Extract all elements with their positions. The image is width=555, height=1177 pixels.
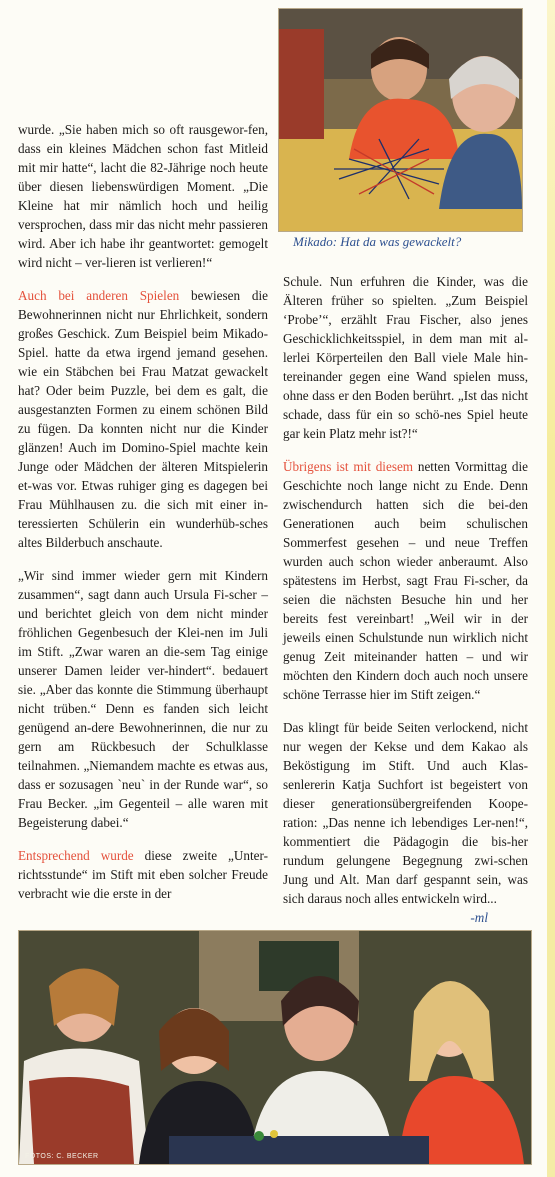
paragraph: Entsprechend wurde diese zweite „Unter-richtsstunde“ im Stift mit eben solcher Freude verbracht wie die erste in der: [18, 848, 268, 901]
photo-group-image: [19, 931, 531, 1164]
page-edge-tab: [547, 0, 555, 1177]
paragraph: Schule. Nun erfuhren die Kinder, was die Älteren früher so spielten. „Zum Beispiel ‘Probe’“, erzählt Frau Fischer, also jenes Geschicklichkeitsspiel, in dem man mit al-lerlei Körperteilen den Ball viele Male hin-tereinander gegen eine Wand spielen muss, ohne dass er den Boden berührt. „Ist das nicht schade, dass für ein so schö-nes Spiel heute gar kein Platz mehr ist?!“: [283, 274, 528, 441]
left-column: [18, 120, 268, 917]
paragraph: Auch bei anderen Spielen bewiesen die Bewohnerinnen nicht nur Ehrlichkeit, sondern großes Geschick. Zum Beispiel beim Mikado-Spiel. hatte da etwa irgend jemand gesehen. wie ein Stäbchen bei Frau Matzat gewackelt hat? Oder beim Puzzle, bei dem es galt, die ausgestanzten Formen zu einem schönen Bild zu fügen. Da konnten nicht nur die Kinder glänzen! Auch im Domino-Spiel machte kein Junge oder Mädchen der älteren Mitspielerin et-was vor. Etwas ruhiger ging es dagegen bei Frau Mühlhausen zu. die sich mit einer in-teressierten Schülerin ein wunderhüb-sches altes Bilderbuch anschaute.: [18, 288, 268, 550]
right-column: [283, 272, 528, 927]
paragraph-lead: Auch bei anderen Spielen: [18, 288, 180, 303]
photo-group: [18, 930, 532, 1165]
paragraph-lead: Übrigens ist mit diesem: [283, 459, 414, 474]
photo-mikado: [278, 8, 523, 232]
photo-mikado-image: [279, 9, 522, 231]
paragraph: wurde. „Sie haben mich so oft rausgewor-fen, dass ein kleines Mädchen schon fast Mitleid mit mir hatte“, lacht die 82-Jährige noch heute über diesen liebenswürdigen Moment. „Die Kleine hat mir nämlich hoch und heilig versprochen, dass mir das nicht mehr passieren wird. Aber ich habe ihr geantwortet: gemogelt wird nicht – ver-lieren ist verlieren!“: [18, 122, 268, 270]
paragraph-lead: Entsprechend wurde: [18, 848, 134, 863]
photo-mikado-caption: Mikado: Hat da was gewackelt?: [293, 234, 462, 249]
paragraph: Das klingt für beide Seiten verlockend, nicht nur wegen der Kekse und dem Kakao als Beköstigung im Stift. Und auch Klas-senlererin Katja Suchfort ist begeistert von dieser generationsübergreifenden Koope-ration: „Das nenne ich lebendiges Ler-nen!“, kommentiert die Pädagogin die bis-her rundum gelungene Begegnung zwi-schen Jung und Alt. Man darf gespannt sein, was sich daraus noch alles entwickeln wird... -ml: [283, 720, 528, 925]
author-signature: -ml: [470, 910, 488, 925]
paragraph: „Wir sind immer wieder gern mit Kindern zusammen“, sagt dann auch Ursula Fi-scher – und berichtet gleich von dem nicht minder fröhlichen Gegenbesuch der Klei-nen im Juli im Stift. „Zwar waren an die-sem Tag einige unserer Damen leider ver-hindert“. bedauert sie. „Aber das konnte die Stimmung überhaupt nicht trüben.“ Denn es fanden sich leicht genügend an-dere Bewohnerinnen, die nur zu gern am Rückbesuch der Schulklasse teilnahmen. „Niemandem machte es etwas aus, dass er sozusagen `neu` in der Runde war“, so Frau Becker. „im Gegenteil – alle waren mit Begeisterung dabei.“: [18, 568, 268, 830]
photo-credit: FOTOS: C. BECKER: [25, 1153, 99, 1160]
paragraph: Übrigens ist mit diesem netten Vormittag die Geschichte noch lange nicht zu Ende. Denn zwischendurch hatten sich die bei-den Generationen auch beim schulischen Sommerfest gesehen – und neue Treffen wurden auch schon wieder anberaumt. Also spätestens im Herbst, sagt Frau Fi-scher, da seien die nächsten Besuche hin und her bereits fest vereinbart! „Weil wir in der jeweils einen Schulstunde nun wirklich nicht genug Zeit miteinander hatten – und wir möchten den Kindern doch auch noch unsere schöne Terrasse hier im Stift zeigen.“: [283, 459, 528, 702]
